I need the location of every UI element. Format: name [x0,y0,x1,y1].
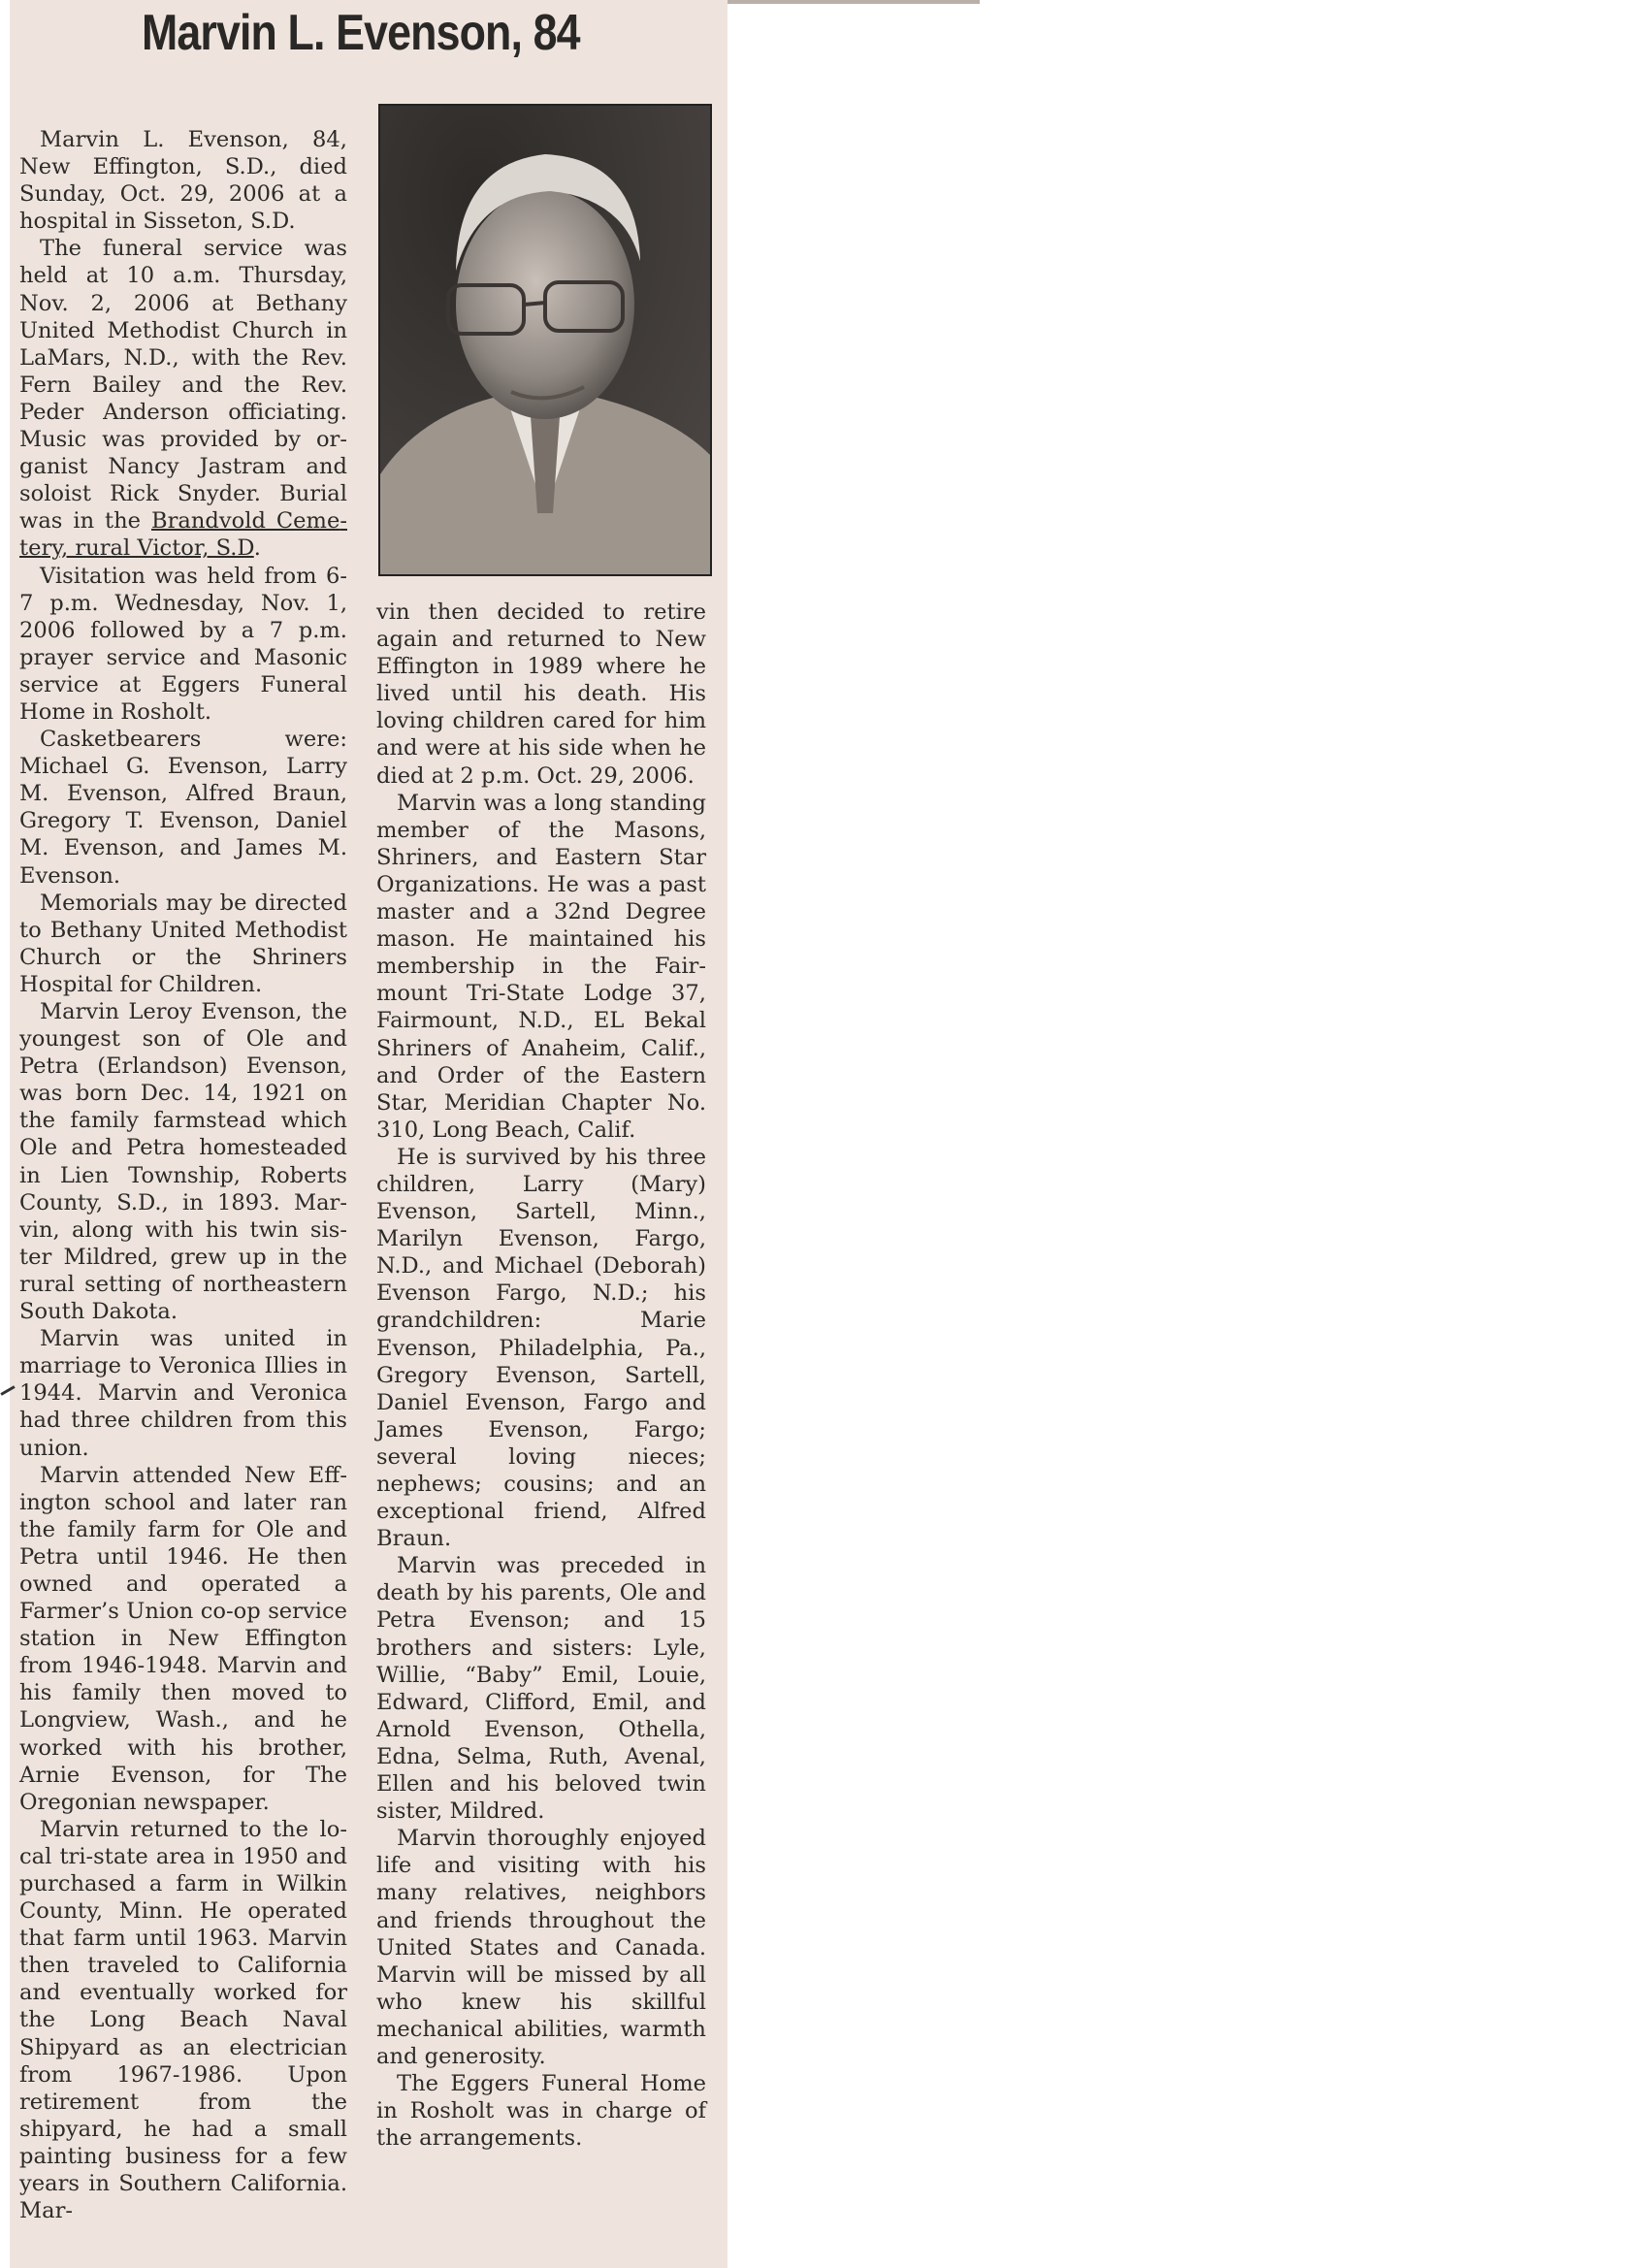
funeral-text: The funeral service was held at 10 a.m. Thursday, Nov. 2, 2006 at Bethany United Methodist Church in LaMars, N.D., with the Rev. Fern Bailey and the Rev. Peder Anderson officiating. Music was provided by organist Nancy Jastram and soloist Rick Snyder. Burial was in the [19,236,347,535]
paragraph-preceded: Marvin was preceded in death by his parents, Ole and Petra Evenson; and 15 brothers and sisters: Lyle, Willie, “Baby” Emil, Louie, Edward, Clifford, Emil, and Arnold Evenson, Othella, Edna, Selma, Ruth, Avenal, Ellen and his beloved twin sister, Mildred. [376,1553,706,1825]
paragraph-memorials: Memorials may be directed to Bethany United Methodist Church or the Shriners Hospital for Children. [19,890,347,997]
paragraph-funeral [19,235,347,562]
paragraph-arrangements: The Eggers Funeral Home in Rosholt was in charge of the arrangements. [376,2071,706,2152]
paragraph-life: Marvin thoroughly enjoyed life and visiting with his many relatives, neighbors and friends throughout the United States and Canada. Marvin will be missed by all who knew his skillful mechanical abilities, warmth and generosity. [376,1826,706,2069]
paragraph-survivors: He is survived by his three children, Larry (Mary) Evenson, Sartell, Minn., Marilyn Evenson, Fargo, N.D., and Michael (Deborah) Evenson Fargo, N.D.; his grandchildren: Marie Evenson, Philadelphia, Pa., Gregory Evenson, Sartell, Daniel Evenson, Fargo and James Evenson, Fargo; several loving nieces; nephews; cousins; and an exceptional friend, Alfred Braun. [376,1144,706,1552]
paragraph-birth: Marvin Leroy Evenson, the youngest son of Ole and Petra (Erlandson) Evenson, was born Dec. 14, 1921 on the family farmstead which Ole and Petra homesteaded in Lien Township, Roberts County, S.D., in 1893. Marvin, along with his twin sister Mildred, grew up in the rural setting of northeastern South Dakota. [19,999,347,1325]
paragraph-casketbearers: Casketbearers were: Michael G. Evenson, Larry M. Evenson, Alfred Braun, Gregory T. Evenson, Daniel M. Evenson, and James M. Evenson. [19,727,347,889]
paragraph-visitation: Visitation was held from 6-7 p.m. Wednesday, Nov. 1, 2006 followed by a 7 p.m. prayer service and Masonic service at Eggers Funeral Home in Rosholt. [19,563,347,725]
paragraph-marriage: Marvin was united in marriage to Veronica Illies in 1944. Marvin and Veronica had three children from this union. [19,1326,347,1461]
paragraph-retirement: vin then decided to retire again and returned to New Effington in 1989 where he lived until his death. His loving children cared for him and were at his side when he died at 2 p.m. Oct. 29, 2006. [376,599,706,789]
portrait-photo-icon [378,104,712,576]
paragraph-later-career: Marvin returned to the local tri-state area in 1950 and purchased a farm in Wilkin County, Minn. He operated that farm until 1963. Marvin then traveled to California and eventually worked for the Long Beach Naval Shipyard as an electrician from 1967-1986. Upon retirement from the shipyard, he had a small painting business for a few years in Southern California. Mar- [19,1816,347,2224]
paragraph-memberships: Marvin was a long standing member of the Masons, Shriners, and Eastern Star Organizations. He was a past master and a 32nd Degree mason. He maintained his membership in the Fairmount Tri-State Lodge 37, Fairmount, N.D., EL Bekal Shriners of Anaheim, Calif., and Order of the Eastern Star, Meridian Chapter No. 310, Long Beach, Calif. [376,790,706,1143]
portrait-photo-svg [380,106,710,574]
obituary-headline: Marvin L. Evenson, 84 [142,5,580,61]
paragraph-death: Marvin L. Evenson, 84, New Effington, S.D., died Sunday, Oct. 29, 2006 at a hospital in Sisseton, S.D. [19,127,347,235]
column-left [19,126,347,2224]
burial-place: Brandvold Cemetery, rural Victor, S.D [19,508,347,562]
column-right [376,599,706,2152]
burial-end: . [253,535,261,562]
paragraph-early-career: Marvin attended New Effington school and later ran the family farm for Ole and Petra until 1946. He then owned and operated a Farmer’s Union co-op service station in New Effington from 1946-1948. Marvin and his family then moved to Longview, Wash., and he worked with his brother, Arnie Evenson, for The Oregonian newspaper. [19,1462,347,1815]
